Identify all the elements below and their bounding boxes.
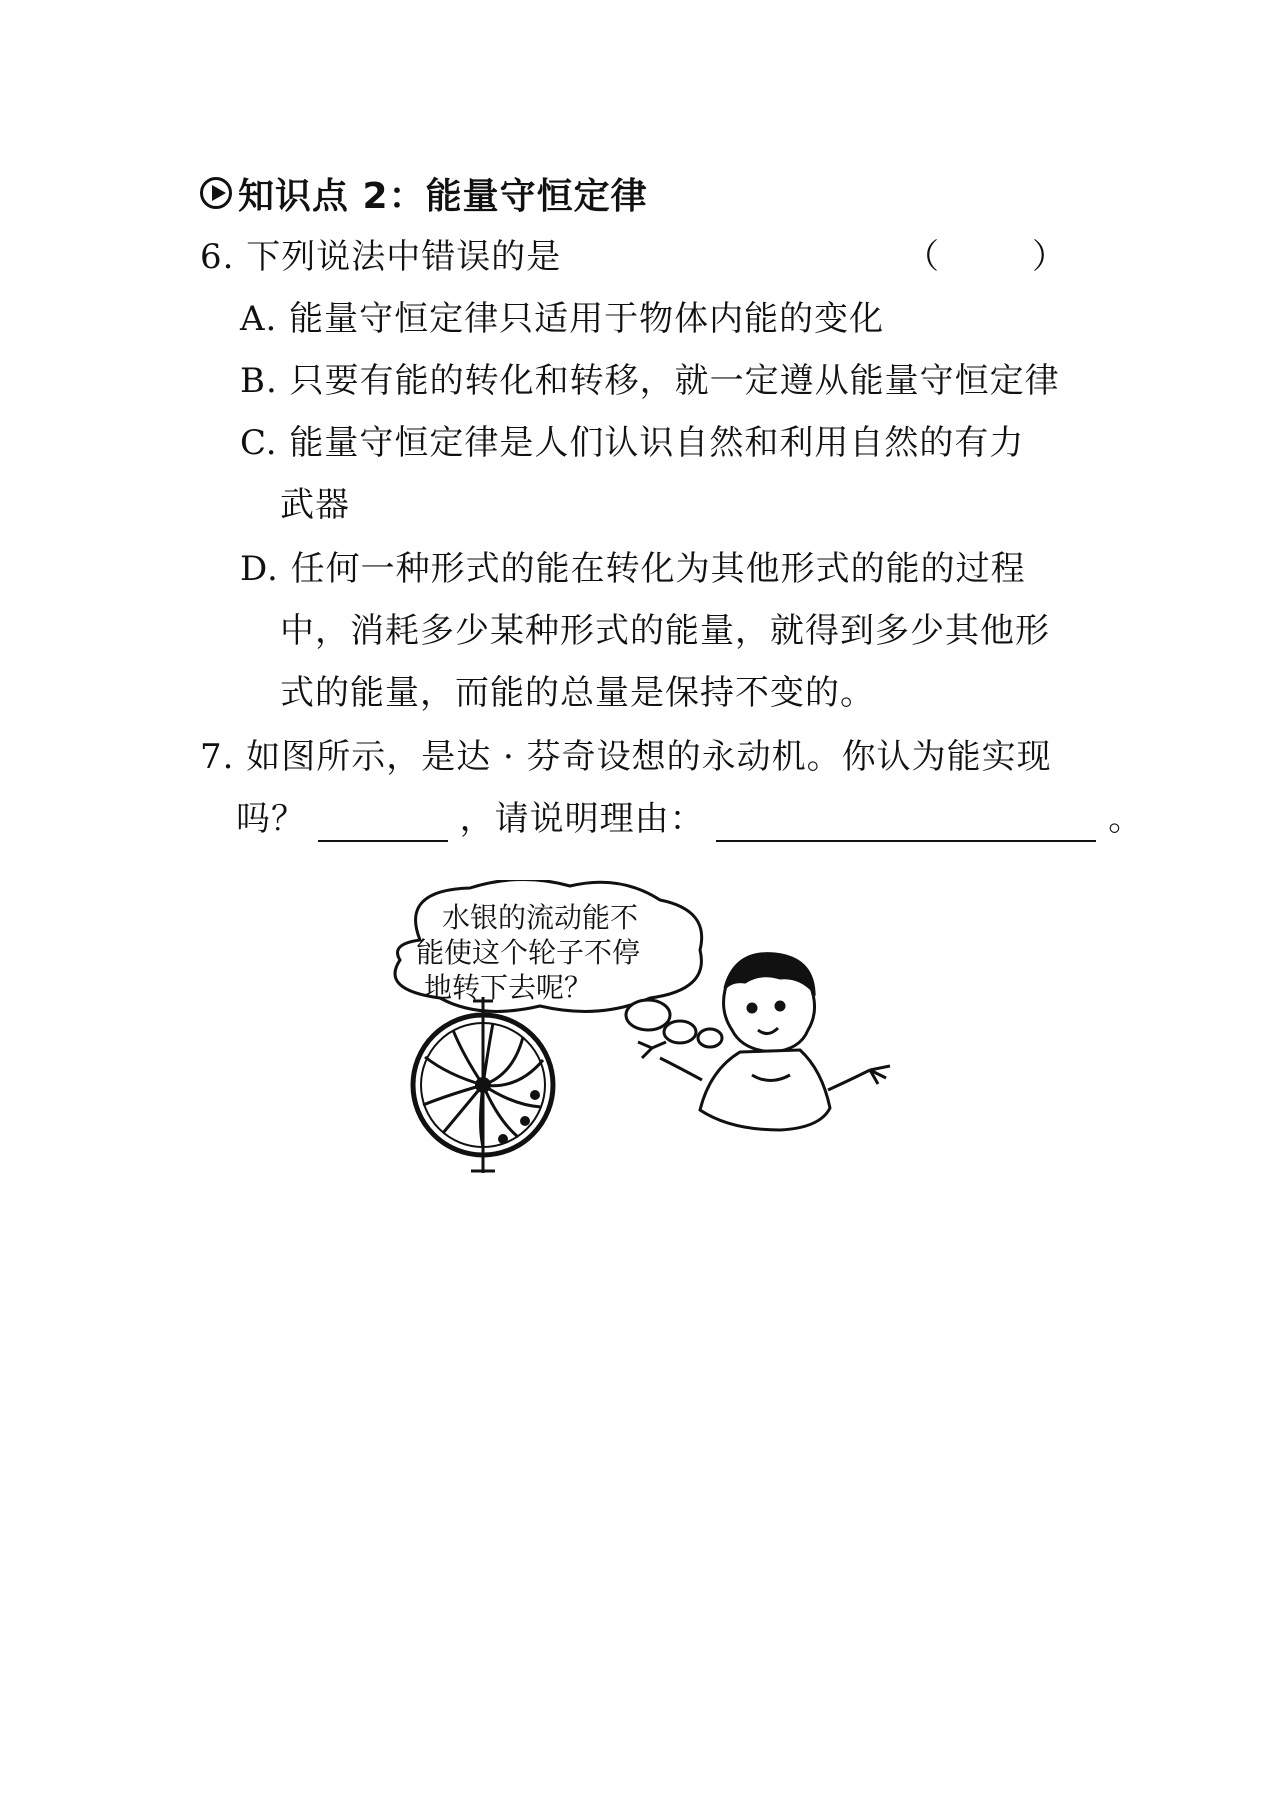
- bubble-line-2: 能使这个轮子不停: [416, 936, 641, 969]
- bubble-line-3: 地转下去呢？: [424, 971, 593, 1004]
- q6-option-c-line2: 武器: [280, 485, 350, 525]
- q6-option-a: A. 能量守恒定律只适用于物体内能的变化: [240, 299, 885, 339]
- bubble-line-1: 水银的流动能不: [442, 901, 639, 934]
- q6-option-d-line1: D. 任何一种形式的能在转化为其他形式的能的过程: [240, 549, 1026, 589]
- q6-option-d-line2: 中，消耗多少某种形式的能量，就得到多少其他形: [280, 611, 1050, 651]
- q7-reason-prompt: ，请说明理由：: [459, 799, 705, 839]
- q7-end-mark: 。: [1108, 799, 1144, 839]
- perpetual-motion-illustration: [380, 880, 900, 1210]
- q6-option-c-line1: C. 能量守恒定律是人们认识自然和利用自然的有力: [240, 423, 1025, 463]
- section-title: 知识点 2：能量守恒定律: [238, 175, 648, 217]
- q6-bracket-close: ）: [1032, 237, 1066, 277]
- q7-answer-blank[interactable]: [318, 806, 448, 842]
- q7-line2: [236, 796, 1143, 842]
- section-heading: [200, 170, 648, 216]
- q7-reason-blank[interactable]: [716, 806, 1096, 842]
- thought-dot-2: [664, 1021, 696, 1043]
- play-circle-icon: [200, 177, 232, 209]
- q6-option-b: B. 只要有能的转化和转移，就一定遵从能量守恒定律: [240, 361, 1060, 401]
- q6-stem: 6. 下列说法中错误的是: [200, 237, 562, 277]
- perpetual-wheel: [413, 997, 553, 1173]
- q6-option-d-line3: 式的能量，而能的总量是保持不变的。: [280, 673, 875, 713]
- q7-question-prefix: 吗？: [236, 799, 306, 839]
- thought-dot-1: [626, 1000, 670, 1030]
- q6-bracket-open: （: [905, 237, 939, 277]
- thought-dot-3: [698, 1029, 722, 1047]
- q7-line1: 7. 如图所示，是达 · 芬奇设想的永动机。你认为能实现: [200, 737, 1052, 777]
